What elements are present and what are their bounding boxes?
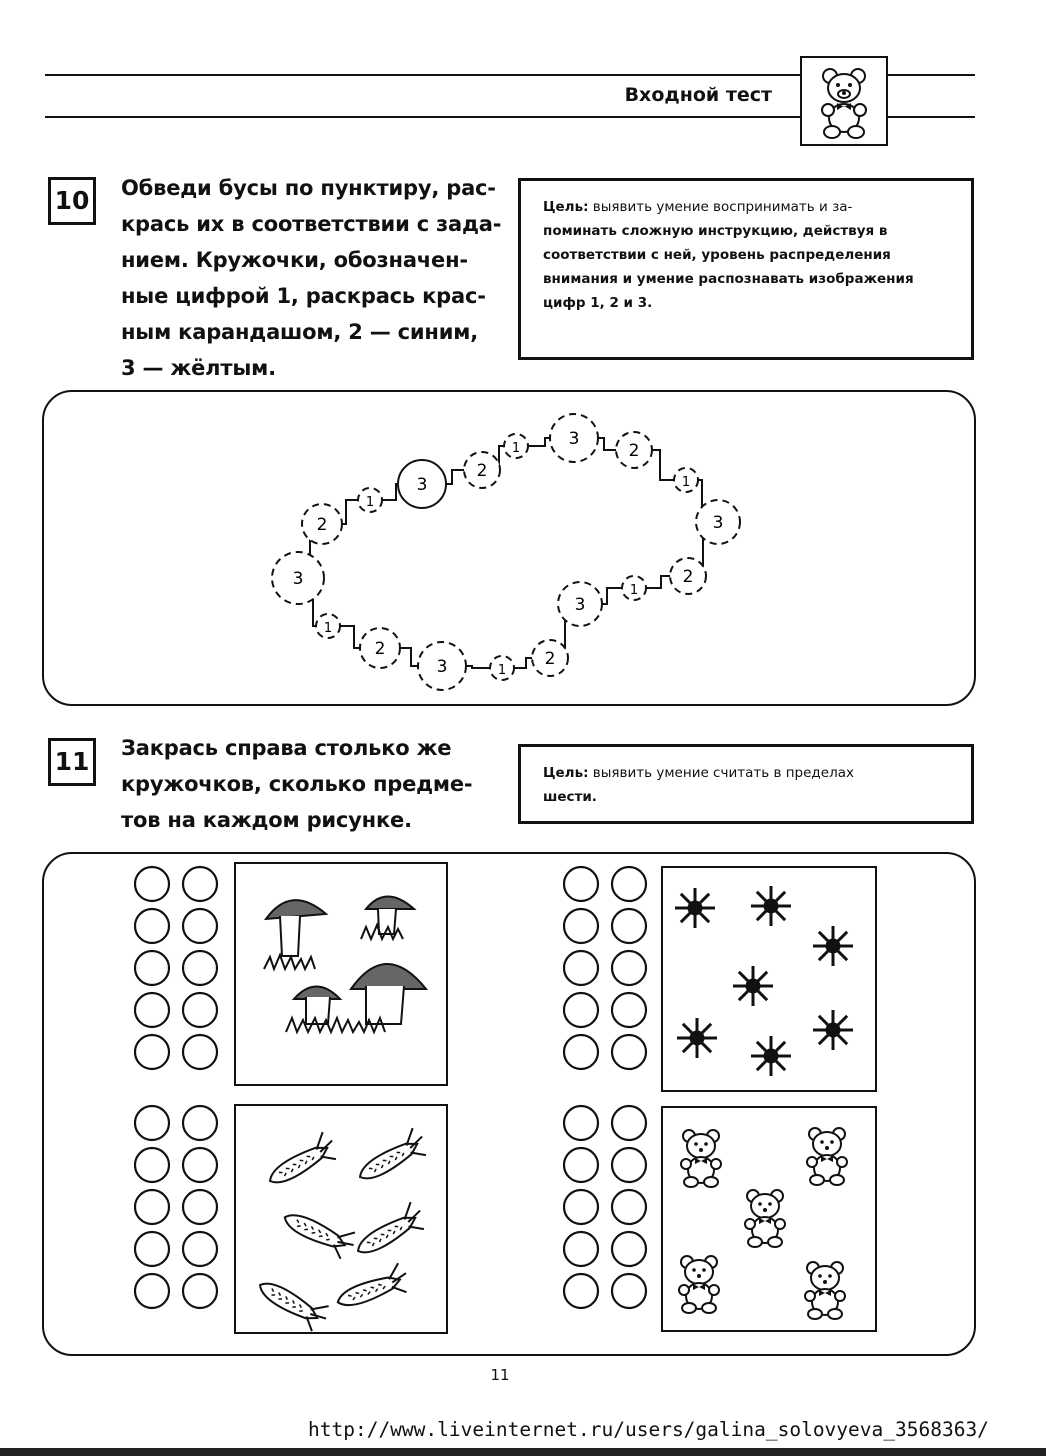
page-number: 11 — [490, 1366, 510, 1384]
bead-label: 3 — [416, 475, 428, 495]
bead-label: 3 — [292, 569, 304, 589]
bear — [807, 1128, 847, 1185]
bead[interactable] — [418, 642, 466, 690]
carrot — [350, 1200, 429, 1263]
count-circle — [564, 951, 598, 985]
bead[interactable] — [316, 614, 340, 638]
bead[interactable] — [490, 656, 514, 680]
bead[interactable] — [272, 552, 324, 604]
count-circle — [564, 1148, 598, 1182]
header-title: Входной тест — [624, 84, 772, 106]
snowflake — [677, 1018, 717, 1058]
count-circle — [183, 1232, 217, 1266]
beads-panel — [42, 390, 976, 706]
mushroom-icon — [236, 864, 446, 1084]
bead[interactable] — [464, 452, 500, 488]
carrot — [332, 1262, 412, 1316]
count-circle — [135, 993, 169, 1027]
task-11-number: 11 — [48, 738, 96, 786]
picture-carrots — [234, 1104, 448, 1334]
bead[interactable] — [302, 504, 342, 544]
task-10-goal-line: соответствии с ней, уровень распределения — [543, 247, 891, 263]
task-10-line: 3 — жёлтым. — [121, 356, 276, 380]
count-circle — [183, 1035, 217, 1069]
task-10-number: 10 — [48, 177, 96, 225]
bead-label: 1 — [365, 495, 375, 510]
circle-group-carrots[interactable] — [134, 1103, 224, 1327]
carrot — [253, 1271, 332, 1332]
count-circle — [612, 1232, 646, 1266]
bead-label: 1 — [511, 441, 521, 456]
count-circle — [612, 1106, 646, 1140]
count-circle — [183, 951, 217, 985]
carrot — [352, 1126, 431, 1189]
snowflake — [733, 966, 773, 1006]
count-circle — [612, 1274, 646, 1308]
task-10-goal-line — [543, 195, 955, 219]
picture-mushrooms — [234, 862, 448, 1086]
circle-group-snowflakes[interactable] — [563, 864, 653, 1088]
snowflake — [751, 1036, 791, 1076]
snowflake — [813, 1010, 853, 1050]
carrot — [262, 1130, 341, 1193]
snowflake — [675, 888, 715, 928]
bead[interactable] — [504, 434, 528, 458]
count-circle — [612, 909, 646, 943]
bead[interactable] — [358, 488, 382, 512]
task-10-line: крась их в соответствии с зада- — [121, 212, 502, 236]
count-circle — [612, 951, 646, 985]
carrot-icon — [236, 1106, 446, 1332]
header-bear-box — [800, 56, 888, 146]
bear — [805, 1262, 845, 1319]
count-circle — [612, 867, 646, 901]
bead[interactable] — [670, 558, 706, 594]
count-circle — [135, 1232, 169, 1266]
bead-label: 1 — [323, 621, 333, 636]
count-circle — [135, 951, 169, 985]
count-circle — [183, 993, 217, 1027]
bead-label: 3 — [568, 429, 580, 449]
counting-circles — [563, 864, 653, 1084]
circle-group-bears[interactable] — [563, 1103, 653, 1327]
task-10-instruction — [121, 170, 501, 386]
count-circle — [564, 1035, 598, 1069]
bead-label: 2 — [682, 567, 694, 587]
bead-label: 3 — [574, 595, 586, 615]
picture-snowflakes — [661, 866, 877, 1092]
count-circle — [135, 1148, 169, 1182]
bead[interactable] — [622, 576, 646, 600]
task-10-goal-line: внимания и умение распознавать изображения — [543, 271, 914, 287]
count-circle — [564, 1274, 598, 1308]
count-circle — [564, 909, 598, 943]
count-circle — [612, 1190, 646, 1224]
count-circle — [183, 909, 217, 943]
counting-circles — [134, 864, 224, 1084]
task-10-line: нием. Кружочки, обозначен- — [121, 248, 468, 272]
task-11-instruction — [121, 730, 472, 838]
beads-necklace[interactable] — [44, 392, 974, 704]
task-10-goal-box — [518, 178, 974, 360]
count-circle — [183, 867, 217, 901]
bead-label: 2 — [544, 649, 556, 669]
bead[interactable] — [398, 460, 446, 508]
task-10-line: ные цифрой 1, раскрась крас- — [121, 284, 486, 308]
counting-circles — [134, 1103, 224, 1323]
bear — [745, 1190, 785, 1247]
task-11-goal-box — [518, 744, 974, 824]
bead-label: 1 — [681, 475, 691, 490]
snowflake — [751, 886, 791, 926]
count-circle — [564, 867, 598, 901]
bear-icon — [802, 58, 886, 144]
counting-circles — [563, 1103, 653, 1323]
count-circle — [135, 1190, 169, 1224]
bead[interactable] — [674, 468, 698, 492]
bear-icon — [663, 1108, 875, 1330]
count-circle — [564, 1106, 598, 1140]
task-11-goal-label: Цель: — [543, 765, 589, 781]
bead-label: 2 — [374, 639, 386, 659]
task-10-line: ным карандашом, 2 — синим, — [121, 320, 478, 344]
count-circle — [135, 909, 169, 943]
task-11-line: Закрась справа столько же — [121, 736, 452, 760]
bead-label: 3 — [712, 513, 724, 533]
bead-label: 3 — [436, 657, 448, 677]
bead[interactable] — [696, 500, 740, 544]
task-10-goal-label: Цель: — [543, 199, 589, 215]
task-11-goal-first: выявить умение считать в пределах — [588, 765, 854, 781]
count-circle — [564, 993, 598, 1027]
circle-group-mushrooms[interactable] — [134, 864, 224, 1088]
task-11-goal-line — [543, 761, 955, 785]
count-circle — [183, 1148, 217, 1182]
count-circle — [183, 1106, 217, 1140]
bead[interactable] — [616, 432, 652, 468]
snowflake-icon — [663, 868, 875, 1090]
count-circle — [564, 1190, 598, 1224]
bead[interactable] — [550, 414, 598, 462]
bead-label: 2 — [628, 441, 640, 461]
bead-label: 2 — [476, 461, 488, 481]
count-circle — [183, 1190, 217, 1224]
scan-edge — [0, 1448, 1046, 1456]
bead-label: 1 — [497, 663, 507, 678]
task-11-goal-line: шести. — [543, 789, 597, 805]
count-circle — [135, 1035, 169, 1069]
count-circle — [612, 993, 646, 1027]
bead[interactable] — [360, 628, 400, 668]
task-10-goal-line: поминать сложную инструкцию, действуя в — [543, 223, 888, 239]
count-circle — [135, 1106, 169, 1140]
bead[interactable] — [532, 640, 568, 676]
task-10-goal-line: цифр 1, 2 и 3. — [543, 295, 653, 311]
count-circle — [183, 1274, 217, 1308]
count-circle — [612, 1148, 646, 1182]
count-circle — [564, 1232, 598, 1266]
task-11-line: тов на каждом рисунке. — [121, 808, 412, 832]
task-11-line: кружочков, сколько предме- — [121, 772, 473, 796]
bead-label: 1 — [629, 583, 639, 598]
picture-bears — [661, 1106, 877, 1332]
task-10-line: Обведи бусы по пунктиру, рас- — [121, 176, 496, 200]
watermark-url[interactable]: http://www.liveinternet.ru/users/galina_solovyeva_3568363/ — [308, 1418, 989, 1441]
bead-label: 2 — [316, 515, 328, 535]
bear — [679, 1256, 719, 1313]
count-circle — [135, 1274, 169, 1308]
count-circle — [612, 1035, 646, 1069]
snowflake — [813, 926, 853, 966]
task-10-goal-first: выявить умение воспринимать и за- — [588, 199, 853, 215]
bear — [681, 1130, 721, 1187]
carrot — [279, 1203, 359, 1261]
bead[interactable] — [558, 582, 602, 626]
count-circle — [135, 867, 169, 901]
